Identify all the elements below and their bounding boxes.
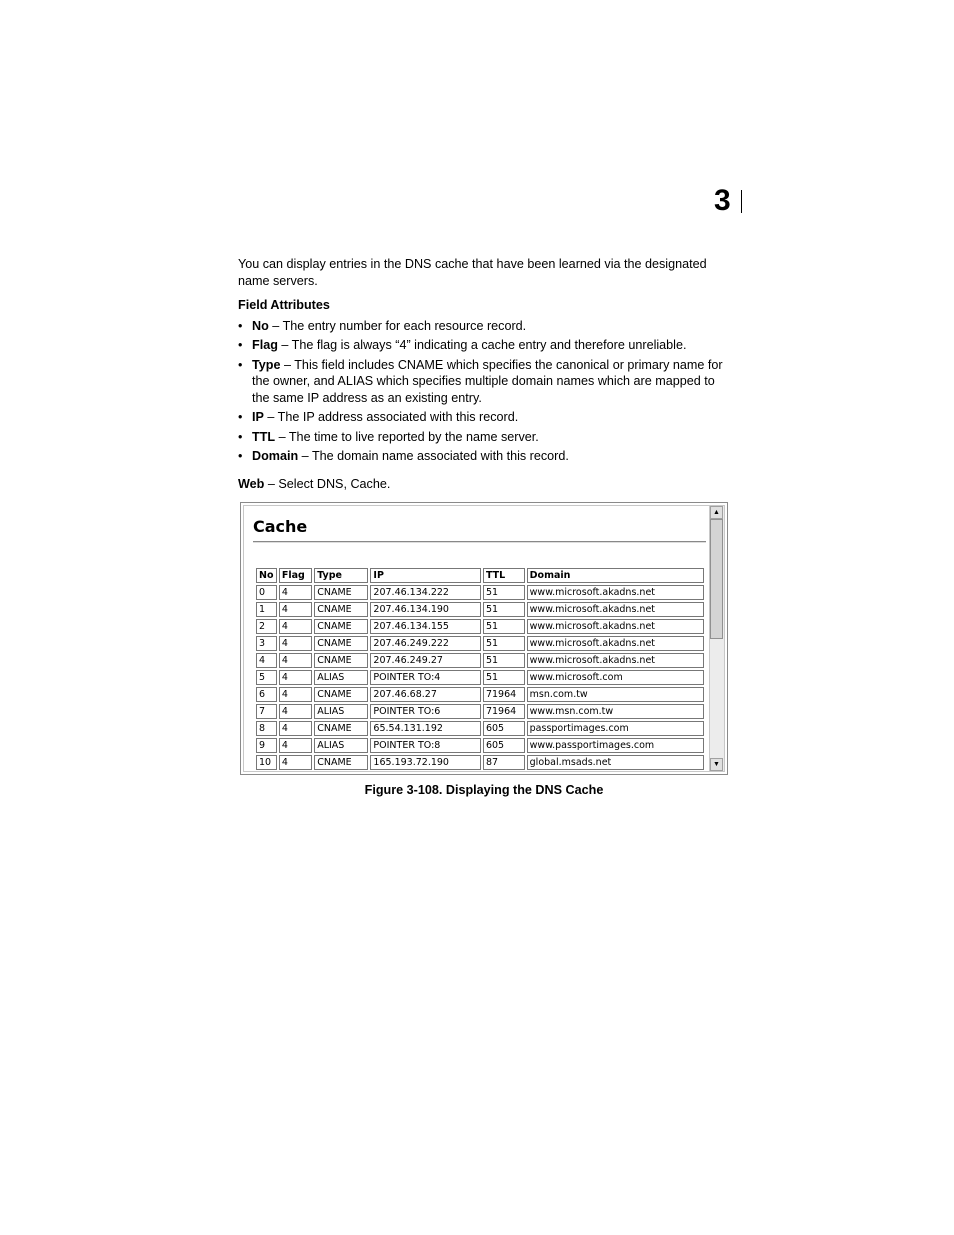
field-name: IP	[252, 410, 264, 424]
figure-caption: Figure 3-108. Displaying the DNS Cache	[364, 783, 604, 797]
cell-ip: 207.46.249.222	[370, 636, 481, 651]
cell-domain: global.msads.net	[527, 755, 704, 770]
cache-page-title: Cache	[253, 517, 308, 536]
cell-no: 10	[256, 755, 277, 770]
intro-paragraph: You can display entries in the DNS cache that have been learned via the designated name servers.	[238, 257, 707, 288]
table-row	[256, 704, 704, 719]
cell-ttl: 51	[483, 636, 525, 651]
cell-ip: 207.46.249.27	[370, 653, 481, 668]
table-row	[256, 653, 704, 668]
cell-ip: 165.193.72.190	[370, 755, 481, 770]
field-item-flag	[238, 337, 733, 354]
cell-domain: www.microsoft.com	[527, 670, 704, 685]
cell-flag: 4	[279, 653, 312, 668]
cell-ip: 207.46.134.190	[370, 602, 481, 617]
table-row	[256, 636, 704, 651]
scroll-thumb[interactable]	[710, 519, 723, 639]
table-row	[256, 602, 704, 617]
field-desc: – The time to live reported by the name server.	[275, 429, 539, 444]
cell-ip: 207.46.134.222	[370, 585, 481, 600]
cell-domain: www.microsoft.akadns.net	[527, 585, 704, 600]
cell-type: CNAME	[314, 636, 368, 651]
field-name: No	[252, 318, 269, 333]
cell-domain: www.passportimages.com	[527, 738, 704, 753]
table-row	[256, 670, 704, 685]
bullet-icon: •	[238, 338, 243, 352]
bullet-icon: •	[238, 318, 243, 333]
field-desc: – The domain name associated with this record.	[298, 449, 569, 463]
field-name: Domain	[252, 449, 299, 463]
table-row	[256, 721, 704, 736]
cell-ttl: 51	[483, 602, 525, 617]
cell-ttl: 51	[483, 653, 525, 668]
cell-flag: 4	[279, 602, 312, 617]
cell-domain: www.microsoft.akadns.net	[527, 653, 704, 668]
bullet-icon: •	[238, 357, 243, 372]
cell-type: CNAME	[314, 755, 368, 770]
table-row	[256, 755, 704, 770]
cell-ip: POINTER TO:6	[370, 704, 481, 719]
cell-no: 9	[256, 738, 277, 753]
table-row	[256, 738, 704, 753]
table-row	[256, 619, 704, 634]
field-name: TTL	[252, 429, 276, 444]
column-header-type: Type	[314, 568, 368, 583]
cell-ip: POINTER TO:4	[370, 670, 481, 685]
field-name: Flag	[252, 338, 278, 352]
cell-flag: 4	[279, 636, 312, 651]
cell-no: 2	[256, 619, 277, 634]
cell-no: 7	[256, 704, 277, 719]
cell-flag: 4	[279, 721, 312, 736]
cell-ttl: 51	[483, 670, 525, 685]
cell-domain: www.microsoft.akadns.net	[527, 619, 704, 634]
cell-flag: 4	[279, 687, 312, 702]
field-item-domain	[238, 448, 733, 465]
cell-ip: 207.46.68.27	[370, 687, 481, 702]
column-header-flag: Flag	[279, 568, 312, 583]
field-desc: – The IP address associated with this record.	[263, 410, 519, 424]
column-header-no: No	[256, 568, 277, 583]
cell-type: ALIAS	[314, 670, 368, 685]
cell-no: 8	[256, 721, 277, 736]
web-label: Web	[238, 476, 265, 491]
cell-ttl: 71964	[483, 704, 525, 719]
field-desc: – This field includes CNAME which specifies the canonical or primary name for the owner, and ALIAS which specifies multiple domain names which are mapped to the same IP address as an existing entry.	[252, 357, 723, 405]
cell-ip: 65.54.131.192	[370, 721, 481, 736]
cell-flag: 4	[279, 738, 312, 753]
cell-type: CNAME	[314, 653, 368, 668]
cell-ttl: 87	[483, 755, 525, 770]
field-list	[238, 318, 733, 465]
cell-ttl: 51	[483, 619, 525, 634]
table-header-row	[256, 568, 704, 583]
dns-cache-table	[254, 566, 706, 772]
cache-screenshot	[240, 502, 728, 775]
scroll-up-button[interactable]: ▲	[710, 506, 723, 519]
column-header-ttl: TTL	[483, 568, 525, 583]
column-header-ip: IP	[370, 568, 481, 583]
cell-no: 6	[256, 687, 277, 702]
cell-flag: 4	[279, 585, 312, 600]
cell-domain: www.msn.com.tw	[527, 704, 704, 719]
table-row	[256, 687, 704, 702]
chapter-number: 3	[714, 184, 731, 217]
cell-type: CNAME	[314, 585, 368, 600]
cell-no: 1	[256, 602, 277, 617]
screenshot-viewport	[243, 505, 725, 772]
cell-type: CNAME	[314, 687, 368, 702]
field-item-ip	[238, 409, 733, 426]
bullet-icon: •	[238, 410, 243, 424]
cell-type: ALIAS	[314, 738, 368, 753]
cell-type: CNAME	[314, 619, 368, 634]
cell-type: CNAME	[314, 602, 368, 617]
body-text	[238, 256, 733, 492]
cell-no: 0	[256, 585, 277, 600]
cell-domain: www.microsoft.akadns.net	[527, 636, 704, 651]
cell-ttl: 51	[483, 585, 525, 600]
cell-ip: POINTER TO:8	[370, 738, 481, 753]
table-row	[256, 585, 704, 600]
cell-type: CNAME	[314, 721, 368, 736]
vertical-scrollbar[interactable]	[709, 506, 724, 771]
cell-no: 5	[256, 670, 277, 685]
cell-ttl: 605	[483, 738, 525, 753]
field-item-type	[238, 357, 733, 407]
cell-no: 3	[256, 636, 277, 651]
bullet-icon: •	[238, 429, 243, 444]
bullet-icon: •	[238, 449, 243, 463]
column-header-domain: Domain	[527, 568, 704, 583]
cell-domain: www.microsoft.akadns.net	[527, 602, 704, 617]
cell-flag: 4	[279, 755, 312, 770]
cell-flag: 4	[279, 619, 312, 634]
web-text: – Select DNS, Cache.	[264, 476, 391, 491]
chapter-marker-bar	[741, 190, 742, 213]
field-item-no	[238, 318, 733, 335]
cell-type: ALIAS	[314, 704, 368, 719]
web-instruction	[238, 476, 733, 493]
cell-ttl: 605	[483, 721, 525, 736]
scroll-down-button[interactable]: ▼	[710, 758, 723, 771]
cell-ttl: 71964	[483, 687, 525, 702]
cell-domain: msn.com.tw	[527, 687, 704, 702]
cell-flag: 4	[279, 670, 312, 685]
field-desc: – The entry number for each resource record.	[268, 318, 527, 333]
table-body	[256, 585, 704, 770]
cell-no: 4	[256, 653, 277, 668]
cell-ip: 207.46.134.155	[370, 619, 481, 634]
field-name: Type	[252, 357, 281, 372]
field-desc: – The flag is always “4” indicating a cache entry and therefore unreliable.	[277, 338, 687, 352]
cell-flag: 4	[279, 704, 312, 719]
field-attributes-heading: Field Attributes	[238, 298, 330, 312]
title-divider	[253, 541, 706, 543]
field-item-ttl	[238, 429, 733, 446]
cell-domain: passportimages.com	[527, 721, 704, 736]
